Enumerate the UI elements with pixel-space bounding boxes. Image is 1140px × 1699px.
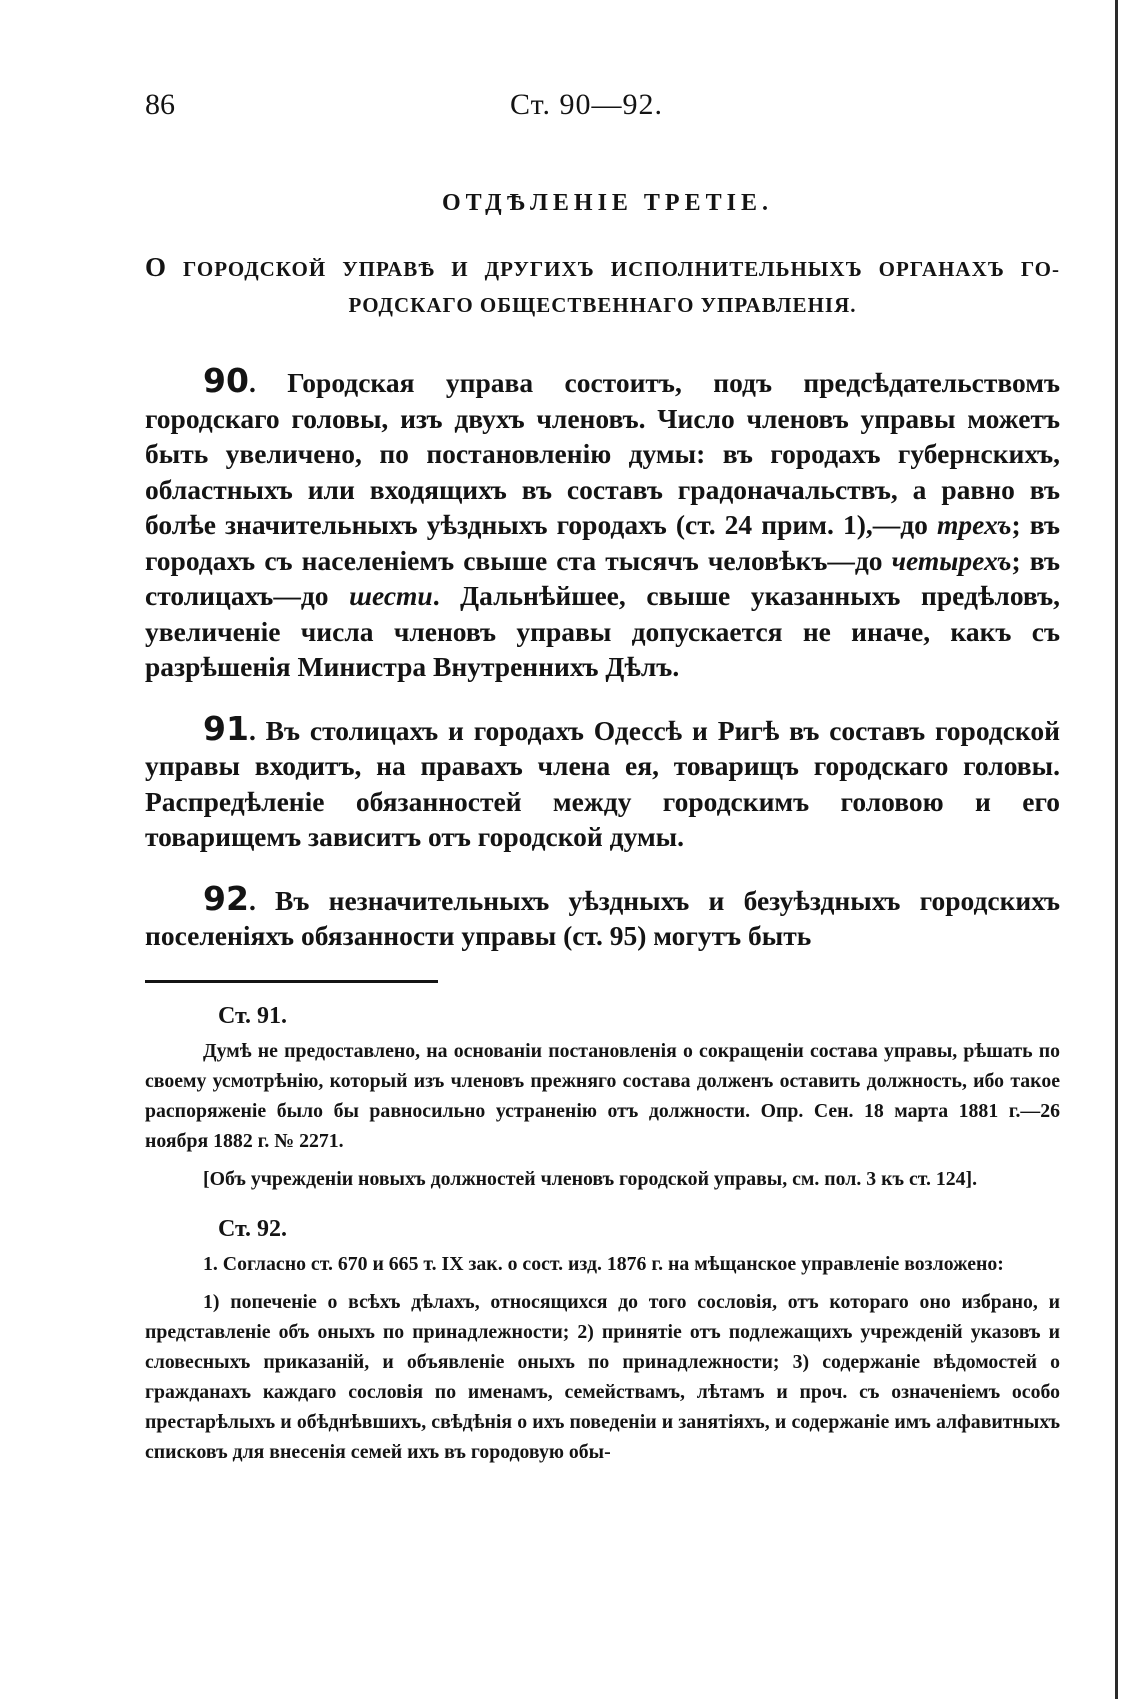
page-number: 86 (145, 88, 175, 121)
article-90-text-1: . Городская управа состоитъ, подъ предсѣдательствомъ городскаго головы, изъ двухъ членовъ. Число членовъ управы можетъ быть увеличено, по постановленію думы: въ городахъ губернскихъ, областныхъ или входящихъ въ составъ градоначальствъ, а равно въ болѣе значительныхъ уѣздныхъ городахъ (ст. 24 прим. 1),—до (145, 367, 1060, 540)
article-90-text-3: ; въ столицахъ—до (145, 544, 1061, 611)
running-title: Ст. 90—92. (510, 88, 663, 121)
book-page (145, 88, 1060, 1467)
section-subtitle-line-1 (145, 249, 1060, 287)
article-91-text: . Въ столицахъ и городахъ Одессѣ и Ригѣ въ составъ городской управы входитъ, на правахъ члена ея, товарищъ городскаго головы. Распредѣленіе обязанностей между городскимъ головою и его товарищемъ зависитъ отъ городской думы. (145, 714, 1060, 852)
article-90-text-4: . Дальнѣйшее, свыше указанныхъ предѣловъ, увеличеніе числа членовъ управы допускается не иначе, какъ съ разрѣшенія Министра Внутреннихъ Дѣлъ. (145, 580, 1060, 682)
note-92-paragraph-1: 1. Согласно ст. 670 и 665 т. IX зак. о сост. изд. 1876 г. на мѣщанское управленіе возложено: (203, 1252, 1004, 1275)
article-90 (145, 363, 1060, 685)
binding-edge-line (1115, 0, 1118, 1699)
article-91 (145, 708, 1060, 855)
article-90-emphasis-3: шести (349, 580, 433, 611)
article-number-90: 90 (203, 361, 249, 400)
section-heading: ОТДѢЛЕНІЕ ТРЕТІЕ. (442, 190, 773, 216)
article-90-emphasis-2: четырехъ (891, 544, 1012, 576)
note-92-heading: Ст. 92. (218, 1215, 287, 1242)
section-subtitle-line-2: РОДСКАГО ОБЩЕСТВЕННАГО УПРАВЛЕНІЯ. (348, 293, 857, 317)
subtitle-initial-letter: О (145, 252, 168, 282)
article-92-text: . Въ незначительныхъ уѣздныхъ и безуѣздныхъ городскихъ поселеніяхъ обязанности управы (ст. 95) могутъ быть (145, 884, 1060, 951)
note-92-paragraph-2: 1) попеченіе о всѣхъ дѣлахъ, относящихся до того сословія, отъ котораго оно избрано, и представленіе объ оныхъ по принадлежности; 2) принятіе отъ подлежащихъ учрежденій указовъ и словесныхъ приказаній, и объявленіе оныхъ по принадлежности; 3) содержаніе вѣдомостей о гражданахъ каждаго сословія по именамъ, семействамъ, лѣтамъ и проч. съ означеніемъ особо престарѣлыхъ и обѣднѣвшихъ, свѣдѣнія о ихъ поведеніи и занятіяхъ, и содержаніе имъ алфавитныхъ списковъ для внесенія семей ихъ въ городовую обы- (145, 1290, 1060, 1463)
article-90-text-2: ; въ городахъ съ населеніемъ свыше ста тысячъ человѣкъ—до (145, 509, 1060, 576)
article-92 (145, 878, 1060, 954)
note-91-paragraph-2: [Объ учрежденіи новыхъ должностей членовъ городской управы, см. пол. 3 къ ст. 124]. (203, 1167, 978, 1190)
note-91-paragraph-1: Думѣ не предоставлено, на основаніи постановленія о сокращеніи состава управы, рѣшать по своему усмотрѣнію, который изъ членовъ прежняго состава долженъ оставить должность, ибо такое распоряженіе было бы равносильно устраненію отъ должности. Опр. Сен. 18 марта 1881 г.—26 ноября 1882 г. № 2271. (145, 1039, 1060, 1152)
footnote-divider (145, 980, 438, 983)
article-90-emphasis-1: трехъ (937, 509, 1012, 540)
subtitle-line-1-text: ГОРОДСКОЙ УПРАВѢ И ДРУГИХЪ ИСПОЛНИТЕЛЬНЫХЪ ОРГАНАХЪ ГО- (167, 257, 1060, 281)
note-91-heading: Ст. 91. (218, 1002, 287, 1029)
article-number-91: 91 (203, 708, 249, 748)
article-number-92: 92 (203, 878, 249, 918)
running-head (145, 88, 1060, 132)
section-subtitle (145, 249, 1060, 323)
